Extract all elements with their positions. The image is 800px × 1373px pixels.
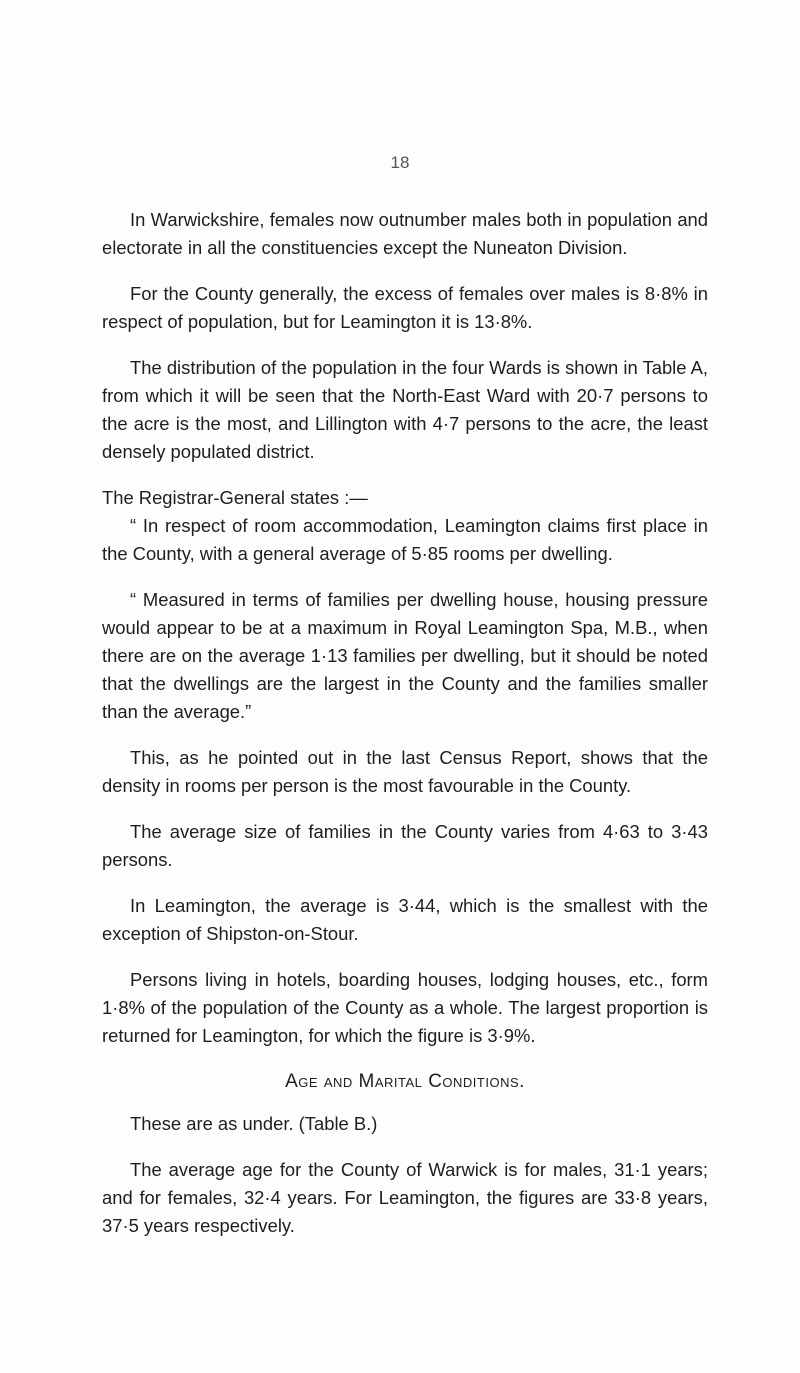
paragraph-table-b: These are as under. (Table B.) — [130, 1113, 378, 1134]
paragraph-excess-females: For the County generally, the excess of females over males is 8·8% in respect of population, but for Leamington it is 13·8%. — [102, 283, 708, 332]
paragraph-family-size: The average size of families in the County varies from 4·63 to 3·43 persons. — [102, 821, 708, 870]
paragraph-wards-distribution: The distribution of the population in the four Wards is shown in Table A, from which it will be seen that the North-East Ward with 20·7 persons to the acre is the most, and Lillington with 4·7 persons to the acre, the least densely populated district. — [102, 357, 708, 462]
paragraph-registrar-general: The Registrar-General states :— — [102, 487, 368, 508]
section-heading-age-marital: Age and Marital Conditions. — [285, 1071, 525, 1092]
paragraph-nuneaton: In Warwickshire, females now outnumber males both in population and electorate in all the constituencies except the Nuneaton Division. — [102, 209, 708, 258]
paragraph-average-age: The average age for the County of Warwick is for males, 31·1 years; and for females, 32·4 years. For Leamington, the figures are 33·8 years, 37·5 years respectively. — [102, 1159, 708, 1236]
paragraph-leamington-average: In Leamington, the average is 3·44, which is the smallest with the exception of Shipston-on-Stour. — [102, 895, 708, 944]
paragraph-housing-pressure: “ Measured in terms of families per dwelling house, housing pressure would appear to be at a maximum in Royal Leamington Spa, M.B., when there are on the average 1·13 families per dwelling, but it should be noted that the dwellings are the largest in the County and the families smaller than the average.” — [102, 589, 708, 722]
paragraph-density-rooms: This, as he pointed out in the last Census Report, shows that the density in rooms per person is the most favourable in the County. — [102, 747, 708, 796]
paragraph-room-accommodation: “ In respect of room accommodation, Leamington claims first place in the County, with a general average of 5·85 rooms per dwelling. — [102, 515, 708, 564]
body-text — [102, 206, 708, 1258]
paragraph-hotels: Persons living in hotels, boarding houses, lodging houses, etc., form 1·8% of the population of the County as a whole. The largest proportion is returned for Leamington, for which the figure is 3·9%. — [102, 969, 708, 1046]
page-number: 18 — [390, 153, 410, 172]
